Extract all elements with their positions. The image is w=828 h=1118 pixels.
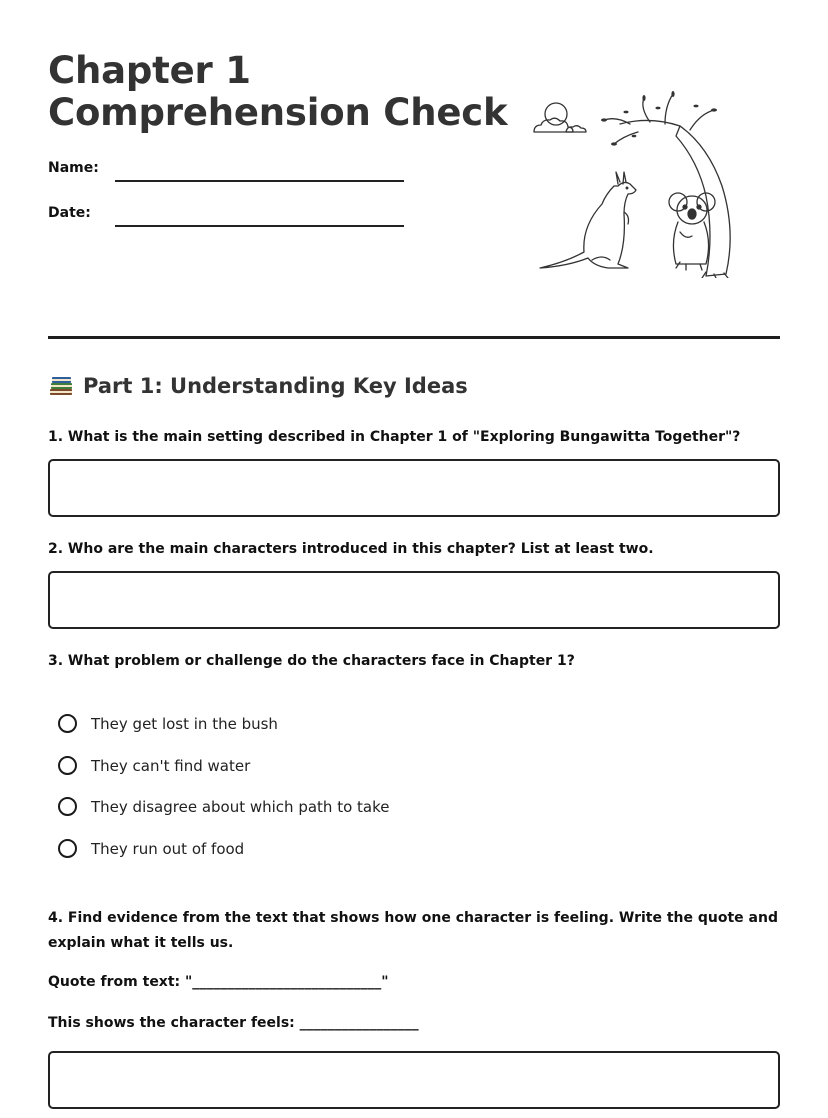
books-icon bbox=[48, 374, 74, 398]
radio-button[interactable] bbox=[58, 797, 77, 816]
q3-option-2[interactable] bbox=[58, 756, 250, 775]
name-input-line[interactable] bbox=[115, 180, 404, 182]
kangaroo-icon bbox=[540, 172, 636, 268]
title-line-1: Chapter 1 bbox=[48, 49, 251, 92]
answer-box-4[interactable] bbox=[48, 1051, 780, 1109]
header-divider bbox=[48, 336, 780, 339]
part-1-heading-text: Part 1: Understanding Key Ideas bbox=[83, 374, 468, 398]
option-label: They can't find water bbox=[91, 756, 251, 775]
answer-box-2[interactable] bbox=[48, 571, 780, 629]
name-label: Name: bbox=[48, 160, 99, 176]
part-1-heading bbox=[48, 374, 468, 398]
page-title bbox=[48, 50, 507, 134]
quote-fill-in[interactable]: Quote from text: "___________________________" bbox=[48, 974, 389, 990]
radio-button[interactable] bbox=[58, 839, 77, 858]
question-4: 4. Find evidence from the text that shows how one character is feeling. Write the quote and explain what it tells us. bbox=[48, 910, 778, 951]
radio-button[interactable] bbox=[58, 756, 77, 775]
answer-box-1[interactable] bbox=[48, 459, 780, 517]
cloud-icon bbox=[534, 118, 586, 132]
q3-option-4[interactable] bbox=[58, 839, 244, 858]
question-3: 3. What problem or challenge do the characters face in Chapter 1? bbox=[48, 653, 575, 669]
option-label: They get lost in the bush bbox=[91, 714, 278, 733]
title-line-2: Comprehension Check bbox=[48, 91, 508, 134]
option-label: They run out of food bbox=[91, 839, 245, 858]
q3-option-1[interactable] bbox=[58, 714, 278, 733]
date-label: Date: bbox=[48, 205, 91, 221]
q3-option-3[interactable] bbox=[58, 797, 389, 816]
date-input-line[interactable] bbox=[115, 225, 404, 227]
australian-animals-illustration bbox=[530, 86, 760, 278]
feeling-fill-in[interactable]: This shows the character feels: _________________ bbox=[48, 1015, 419, 1031]
question-2: 2. Who are the main characters introduced in this chapter? List at least two. bbox=[48, 541, 654, 557]
option-label: They disagree about which path to take bbox=[91, 797, 390, 816]
radio-button[interactable] bbox=[58, 714, 77, 733]
question-1: 1. What is the main setting described in Chapter 1 of "Exploring Bungawitta Together"? bbox=[48, 429, 741, 445]
